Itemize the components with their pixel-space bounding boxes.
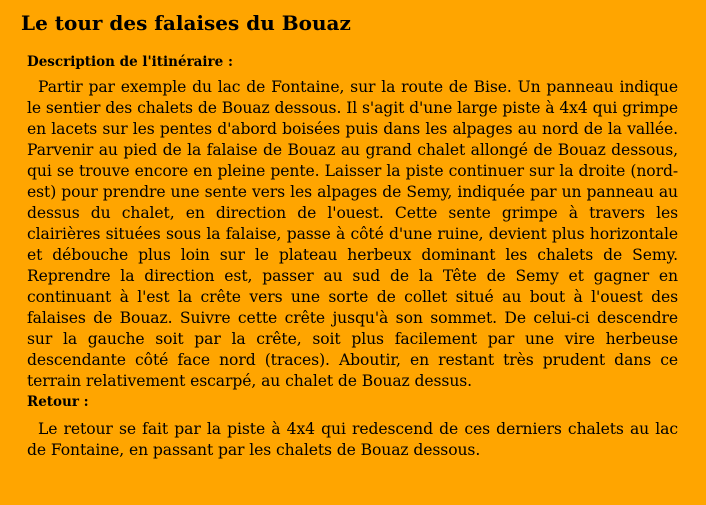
retour-heading: Retour : <box>27 394 89 410</box>
description-paragraph: Partir par exemple du lac de Fontaine, sur la route de Bise. Un panneau indique le sentier des chalets de Bouaz dessous. Il s'agit d'une large piste à 4x4 qui grimpe en lacets sur les pentes d'abord boisées puis dans les alpages au nord de la vallée. Parvenir au pied de la falaise de Bouaz au grand chalet allongé de Bouaz dessous, qui se trouve encore en pleine pente. Laisser la piste continuer sur la droite (nord-est) pour prendre une sente vers les alpages de Semy, indiquée par un panneau au dessus du chalet, en direction de l'ouest. Cette sente grimpe à travers les clairières situées sous la falaise, passe à côté d'une ruine, devient plus horizontale et débouche plus loin sur le plateau herbeux dominant les chalets de Semy. Reprendre la direction est, passer au sud de la Tête de Semy et gagner en continuant à l'est la crête vers une sorte de collet situé au bout à l'ouest des falaises de Bouaz. Suivre cette crête jusqu'à son sommet. De celui-ci descendre sur la gauche soit par la crête, soit plus facilement par une vire herbeuse descendante côté face nord (traces). Aboutir, en restant très prudent dans ce terrain relativement escarpé, au chalet de Bouaz dessus. <box>27 78 678 390</box>
retour-paragraph: Le retour se fait par la piste à 4x4 qui redescend de ces derniers chalets au lac de Fontaine, en passant par les chalets de Bouaz dessous. <box>27 420 678 459</box>
page-title: Le tour des falaises du Bouaz <box>21 11 351 35</box>
description-heading: Description de l'itinéraire : <box>27 54 233 70</box>
